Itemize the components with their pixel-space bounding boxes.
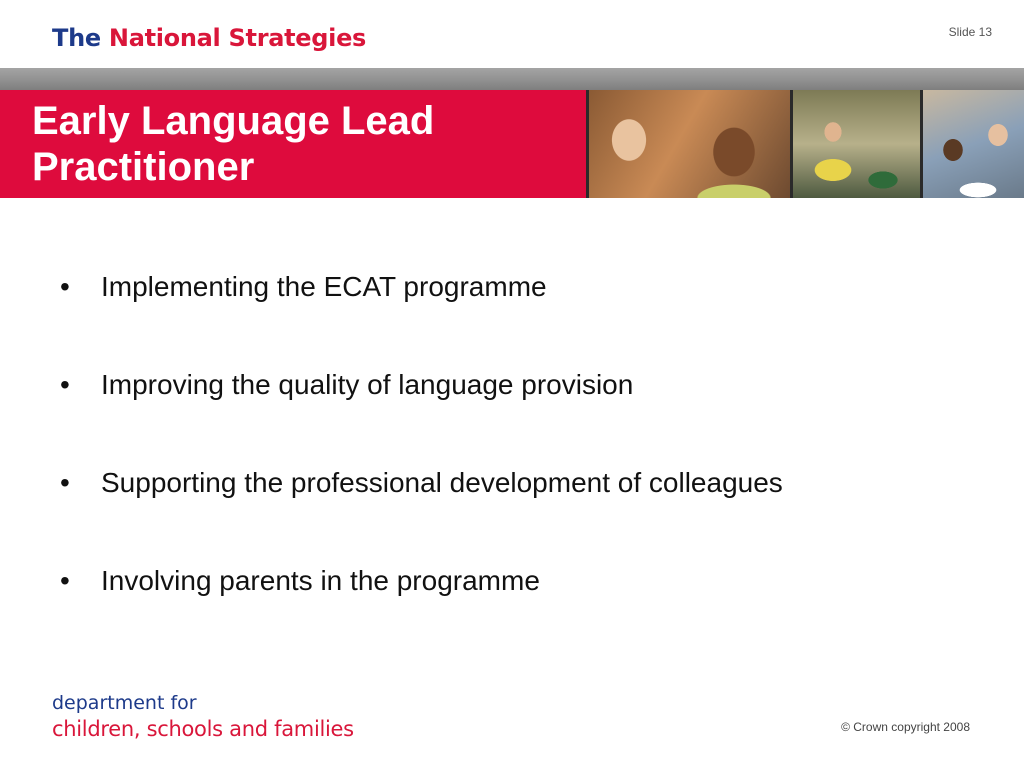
header-divider-band bbox=[0, 68, 1024, 90]
national-strategies-logo bbox=[52, 24, 366, 52]
bullet-text: Involving parents in the programme bbox=[101, 565, 540, 596]
copyright-notice: © Crown copyright 2008 bbox=[841, 720, 970, 734]
children-photo-1 bbox=[589, 90, 790, 198]
bullet-mark: • bbox=[60, 467, 70, 498]
bullet-text: Supporting the professional development of colleagues bbox=[101, 467, 783, 498]
dept-line2: children, schools and families bbox=[52, 717, 354, 741]
slide-title-line1: Early Language Lead bbox=[32, 99, 435, 143]
bullet-item bbox=[60, 368, 980, 402]
bullet-mark: • bbox=[60, 271, 70, 302]
dept-line1: department for bbox=[52, 692, 197, 714]
bullet-item bbox=[60, 564, 980, 598]
bullet-mark: • bbox=[60, 565, 70, 596]
slide-title-line2: Practitioner bbox=[32, 145, 255, 189]
children-photo-2 bbox=[793, 90, 920, 198]
bullet-text: Implementing the ECAT programme bbox=[101, 271, 547, 302]
children-photo-3 bbox=[923, 90, 1024, 198]
slide-number: Slide 13 bbox=[948, 25, 992, 39]
photo-strip bbox=[586, 90, 1024, 198]
bullet-mark: • bbox=[60, 369, 70, 400]
slide-title bbox=[32, 98, 572, 190]
bullet-list bbox=[60, 270, 980, 662]
dcsf-logo bbox=[52, 690, 354, 742]
bullet-text: Improving the quality of language provision bbox=[101, 369, 634, 400]
bullet-item bbox=[60, 270, 980, 304]
bullet-item bbox=[60, 466, 980, 500]
logo-prefix: The bbox=[52, 24, 101, 52]
logo-main: National Strategies bbox=[108, 24, 367, 52]
